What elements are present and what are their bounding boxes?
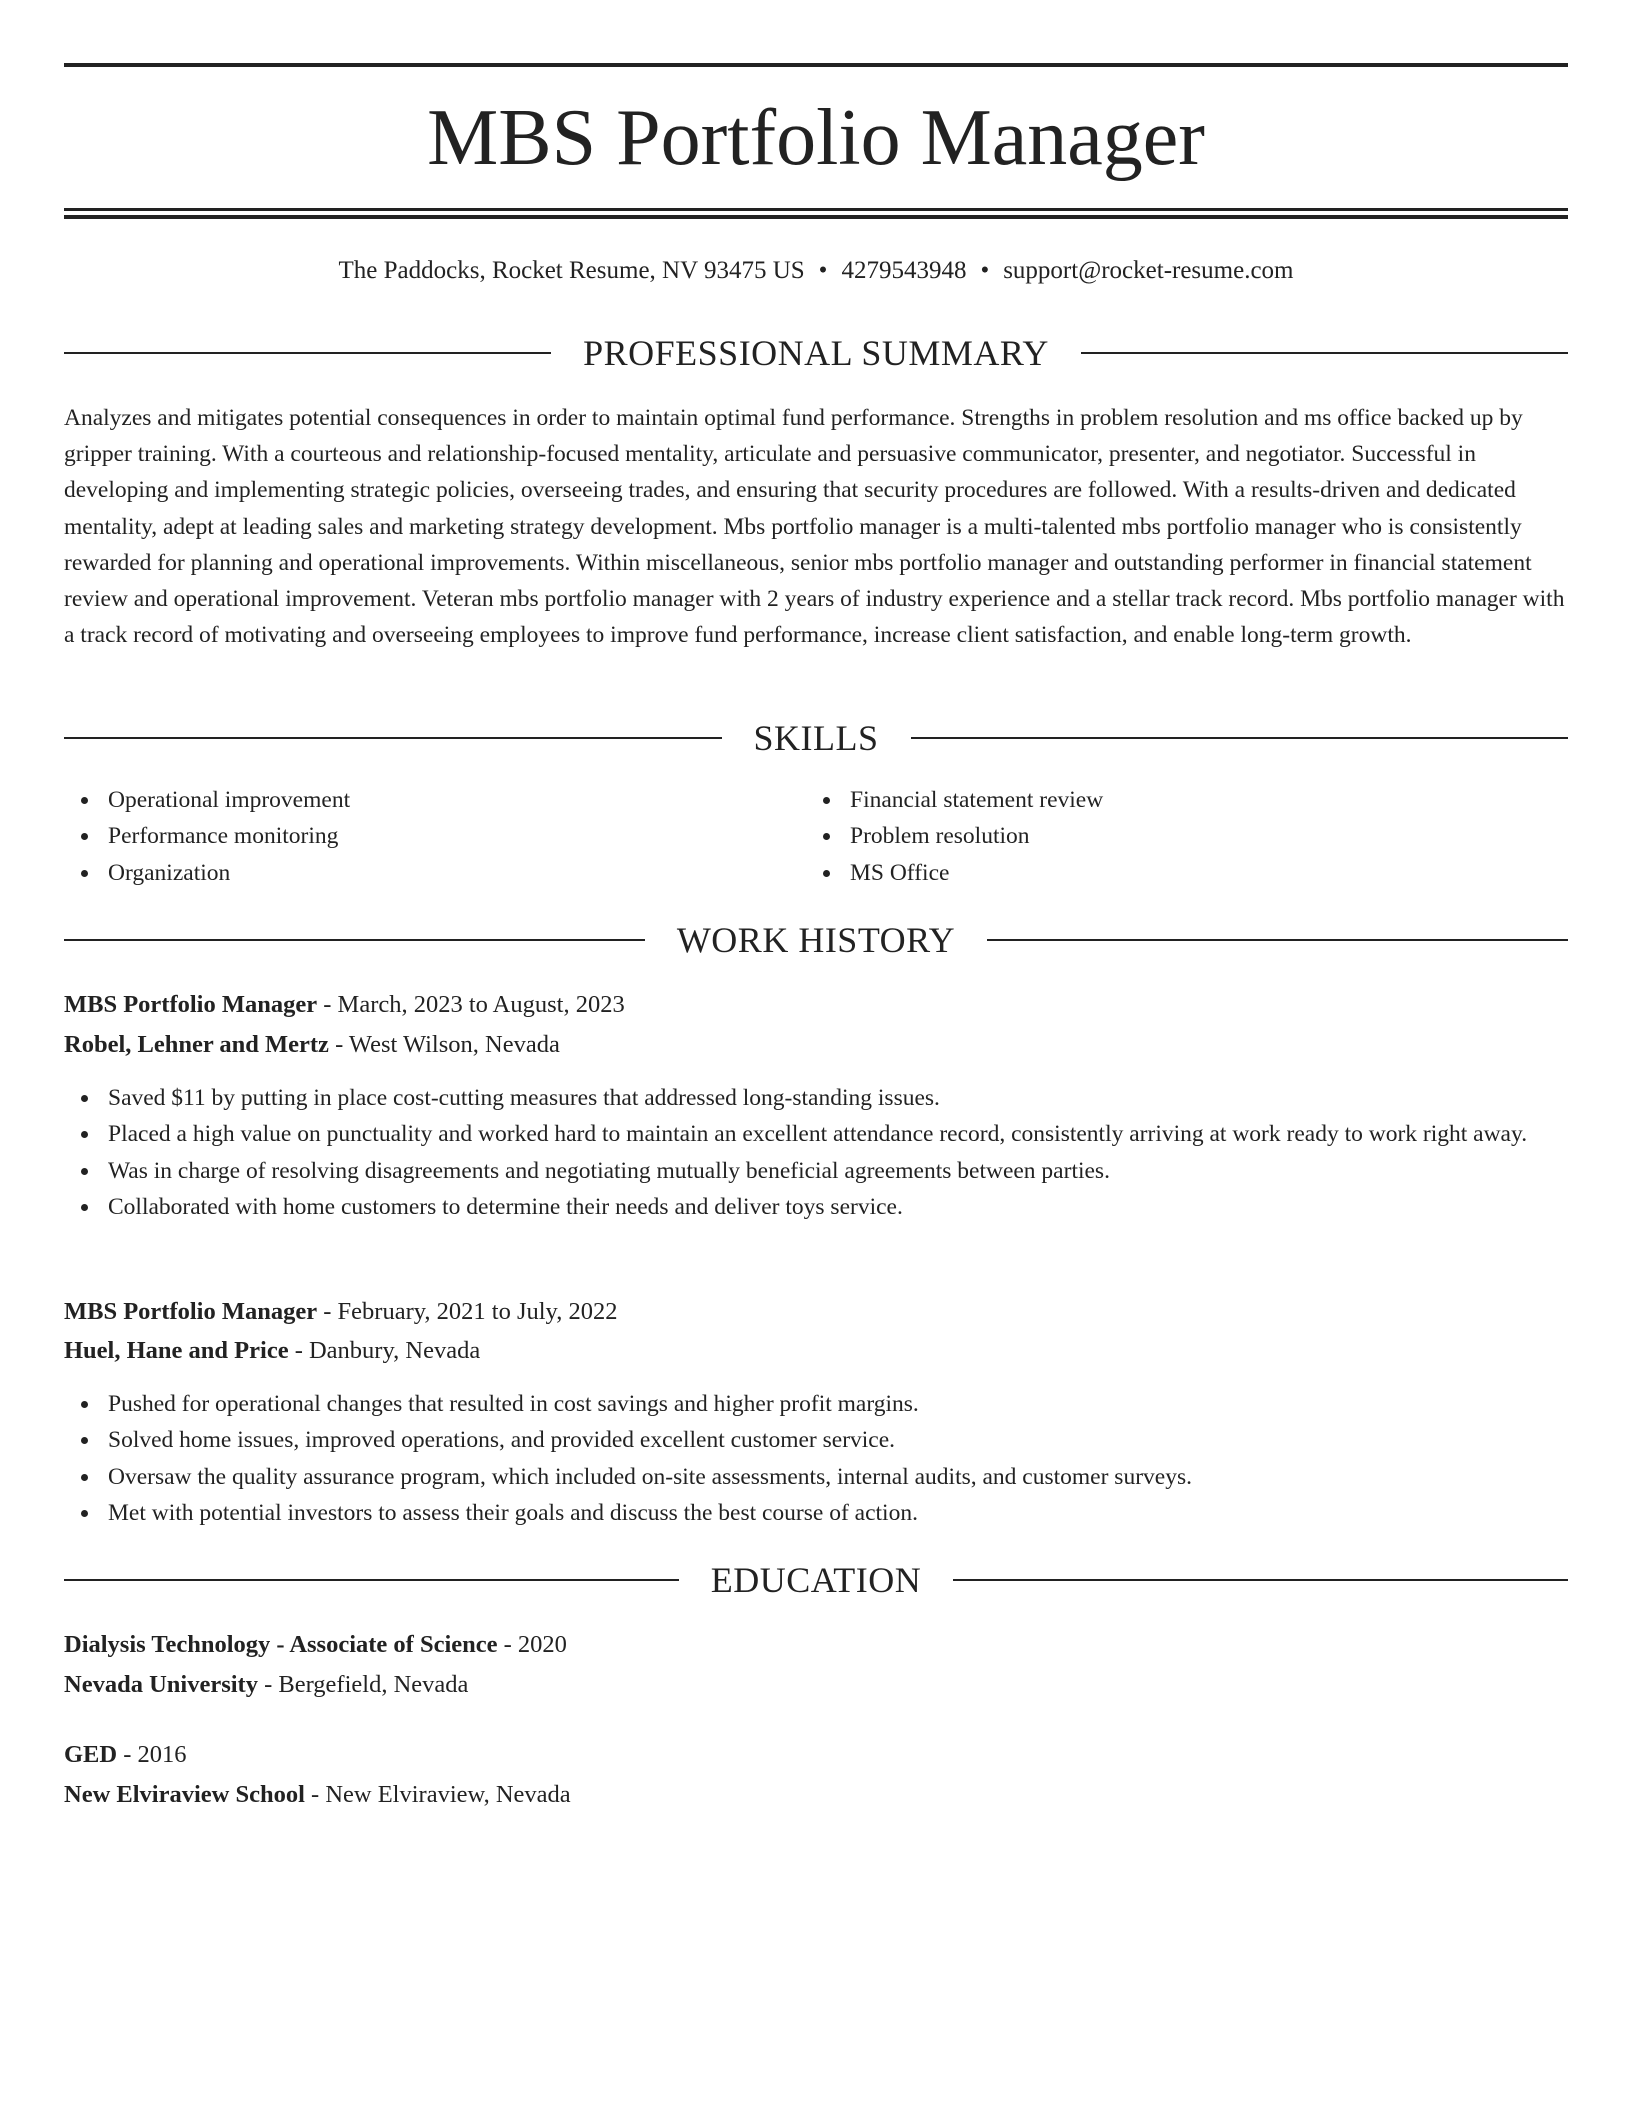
education-school-line — [64, 1775, 1568, 1815]
summary-text: Analyzes and mitigates potential consequences in order to maintain optimal fund performance. Strengths in problem resolution and ms office backed up by gripper training. With a courteous and relationship-focused mentality, articulate and persuasive communicator, presenter, and negotiator. Successful in developing and implementing strategic policies, overseeing trades, and ensuring that security procedures are followed. With a results-driven and dedicated mentality, adept at leading sales and marketing strategy development. Mbs portfolio manager is a multi-talented mbs portfolio manager who is consistently rewarded for planning and operational improvements. Within miscellaneous, senior mbs portfolio manager and outstanding performer in financial statement review and operational improvement. Veteran mbs portfolio manager with 2 years of industry experience and a stellar track record. Mbs portfolio manager with a track record of motivating and overseeing employees to improve fund performance, increase client satisfaction, and enable long-term growth. — [64, 405, 1565, 649]
job-dates: - February, 2021 to July, 2022 — [317, 1298, 618, 1325]
heading-rule-left — [64, 1579, 679, 1581]
skill-item: Operational improvement — [64, 782, 804, 818]
summary-heading — [64, 333, 1568, 373]
job-bullet: Oversaw the quality assurance program, which included on-site assessments, internal audits, and customer surveys. — [64, 1459, 1568, 1495]
candidate-name: MBS Portfolio Manager — [427, 94, 1205, 182]
job-bullet: Saved $11 by putting in place cost-cutting measures that addressed long-standing issues. — [64, 1080, 1568, 1116]
job-title-line — [64, 985, 1568, 1025]
job-bullet: Collaborated with home customers to determine their needs and deliver toys service. — [64, 1189, 1568, 1225]
education-school-line — [64, 1665, 1568, 1705]
heading-rule-left — [64, 737, 722, 739]
job-company: Robel, Lehner and Mertz — [64, 1031, 329, 1058]
job-bullet: Solved home issues, improved operations, and provided excellent customer service. — [64, 1422, 1568, 1458]
education-degree-line — [64, 1625, 1568, 1665]
heading-rule-left — [64, 939, 645, 941]
education-year: - 2016 — [117, 1741, 187, 1768]
job-bullet: Placed a high value on punctuality and worked hard to maintain an excellent attendance record, consistently arriving at work ready to work right away. — [64, 1116, 1568, 1152]
heading-rule-right — [987, 939, 1568, 941]
education-degree-line — [64, 1735, 1568, 1775]
education-degree: GED — [64, 1741, 118, 1768]
skill-item: Performance monitoring — [64, 818, 804, 854]
name-rule-upper — [64, 208, 1568, 211]
heading-rule-left — [64, 352, 551, 354]
heading-rule-right — [911, 737, 1569, 739]
contact-separator: • — [980, 257, 990, 284]
skill-item: Problem resolution — [806, 818, 1546, 854]
skills-list-right — [806, 782, 1546, 891]
top-rule — [64, 63, 1568, 67]
job-bullet-list — [64, 1386, 1568, 1531]
contact-phone: 4279543948 — [841, 257, 967, 284]
education-location: - Bergefield, Nevada — [257, 1671, 469, 1698]
education-school: New Elviraview School — [64, 1781, 305, 1808]
work-heading — [64, 920, 1568, 960]
skill-item: Organization — [64, 855, 804, 891]
job-company-line — [64, 1025, 1568, 1065]
job-dates: - March, 2023 to August, 2023 — [317, 991, 625, 1018]
education-year: - 2020 — [497, 1631, 567, 1658]
contact-line — [64, 254, 1568, 288]
job-location: - Danbury, Nevada — [288, 1337, 481, 1364]
job-title-line — [64, 1292, 1568, 1332]
job-location: - West Wilson, Nevada — [328, 1031, 560, 1058]
contact-separator: • — [818, 257, 828, 284]
summary-heading-title: PROFESSIONAL SUMMARY — [583, 333, 1049, 373]
skills-list-left — [64, 782, 804, 891]
education-heading-title: EDUCATION — [710, 1560, 922, 1600]
skill-item: MS Office — [806, 855, 1546, 891]
education-heading — [64, 1560, 1568, 1600]
education-school: Nevada University — [64, 1671, 258, 1698]
skill-item: Financial statement review — [806, 782, 1546, 818]
heading-rule-right — [953, 1579, 1568, 1581]
skills-heading-title: SKILLS — [753, 718, 879, 758]
heading-rule-right — [1081, 352, 1568, 354]
job-company-line — [64, 1331, 1568, 1371]
job-company: Huel, Hane and Price — [64, 1337, 289, 1364]
job-title: MBS Portfolio Manager — [64, 991, 318, 1018]
skills-heading — [64, 718, 1568, 758]
job-bullet: Met with potential investors to assess their goals and discuss the best course of action. — [64, 1495, 1568, 1531]
job-bullet-list — [64, 1080, 1568, 1225]
contact-email: support@rocket-resume.com — [1003, 257, 1294, 284]
job-title: MBS Portfolio Manager — [64, 1298, 318, 1325]
education-location: - New Elviraview, Nevada — [304, 1781, 571, 1808]
contact-address: The Paddocks, Rocket Resume, NV 93475 US — [338, 257, 805, 284]
job-bullet: Pushed for operational changes that resulted in cost savings and higher profit margins. — [64, 1386, 1568, 1422]
name-rule-lower — [64, 215, 1568, 219]
job-bullet: Was in charge of resolving disagreements and negotiating mutually beneficial agreements between parties. — [64, 1153, 1568, 1189]
work-heading-title: WORK HISTORY — [676, 920, 956, 960]
education-degree: Dialysis Technology - Associate of Science — [64, 1631, 498, 1658]
